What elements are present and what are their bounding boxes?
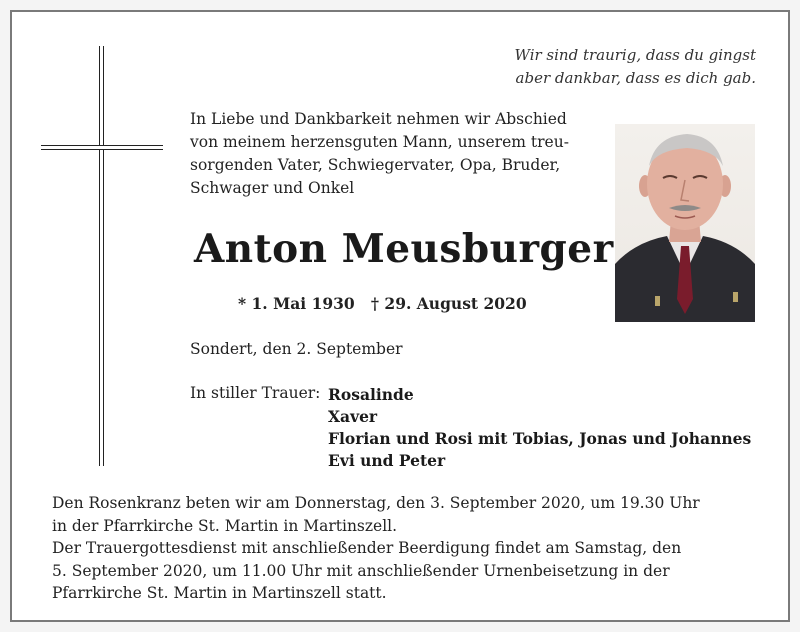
rosary-line-2: in der Pfarrkirche St. Martin in Martinszell. xyxy=(52,516,398,535)
intro-line-3: sorgenden Vater, Schwiegervater, Opa, Bruder, xyxy=(190,156,561,174)
portrait-photo xyxy=(615,124,755,322)
cross-horizontal-beam xyxy=(41,145,163,150)
intro-text xyxy=(190,108,610,200)
mourner-name: Florian und Rosi mit Tobias, Jonas und Johannes xyxy=(328,429,752,448)
place-and-date: Sondert, den 2. September xyxy=(190,340,403,358)
funeral-line-2: 5. September 2020, um 11.00 Uhr mit anschließender Urnenbeisetzung in der xyxy=(52,561,670,580)
mourners-list xyxy=(328,384,751,472)
motto-quote xyxy=(515,44,756,90)
service-details xyxy=(52,492,756,605)
mourner-name: Rosalinde xyxy=(328,385,414,404)
mourners-label: In stiller Trauer: xyxy=(190,384,321,402)
mourner-name: Evi und Peter xyxy=(328,451,446,470)
intro-line-2: von meinem herzensguten Mann, unserem treu- xyxy=(190,133,569,151)
portrait-illustration xyxy=(615,124,755,322)
funeral-line-1: Der Trauergottesdienst mit anschließender Beerdigung findet am Samstag, den xyxy=(52,539,682,557)
birth-date: * 1. Mai 1930 xyxy=(238,294,355,313)
intro-line-4: Schwager und Onkel xyxy=(190,179,355,197)
obituary-card xyxy=(10,10,790,622)
deceased-name: Anton Meusburger xyxy=(194,226,614,272)
motto-line-1: Wir sind traurig, dass du gingst xyxy=(514,46,756,64)
intro-line-1: In Liebe und Dankbarkeit nehmen wir Abschied xyxy=(190,110,567,128)
motto-line-2: aber dankbar, dass es dich gab. xyxy=(515,69,756,87)
death-date: † 29. August 2020 xyxy=(370,294,527,313)
mourner-name: Xaver xyxy=(328,407,378,426)
funeral-line-3: Pfarrkirche St. Martin in Martinszell statt. xyxy=(52,584,387,602)
cross-vertical-beam xyxy=(99,46,104,466)
life-dates xyxy=(238,294,527,313)
rosary-line-1: Den Rosenkranz beten wir am Donnerstag, den 3. September 2020, um 19.30 Uhr xyxy=(52,494,700,512)
